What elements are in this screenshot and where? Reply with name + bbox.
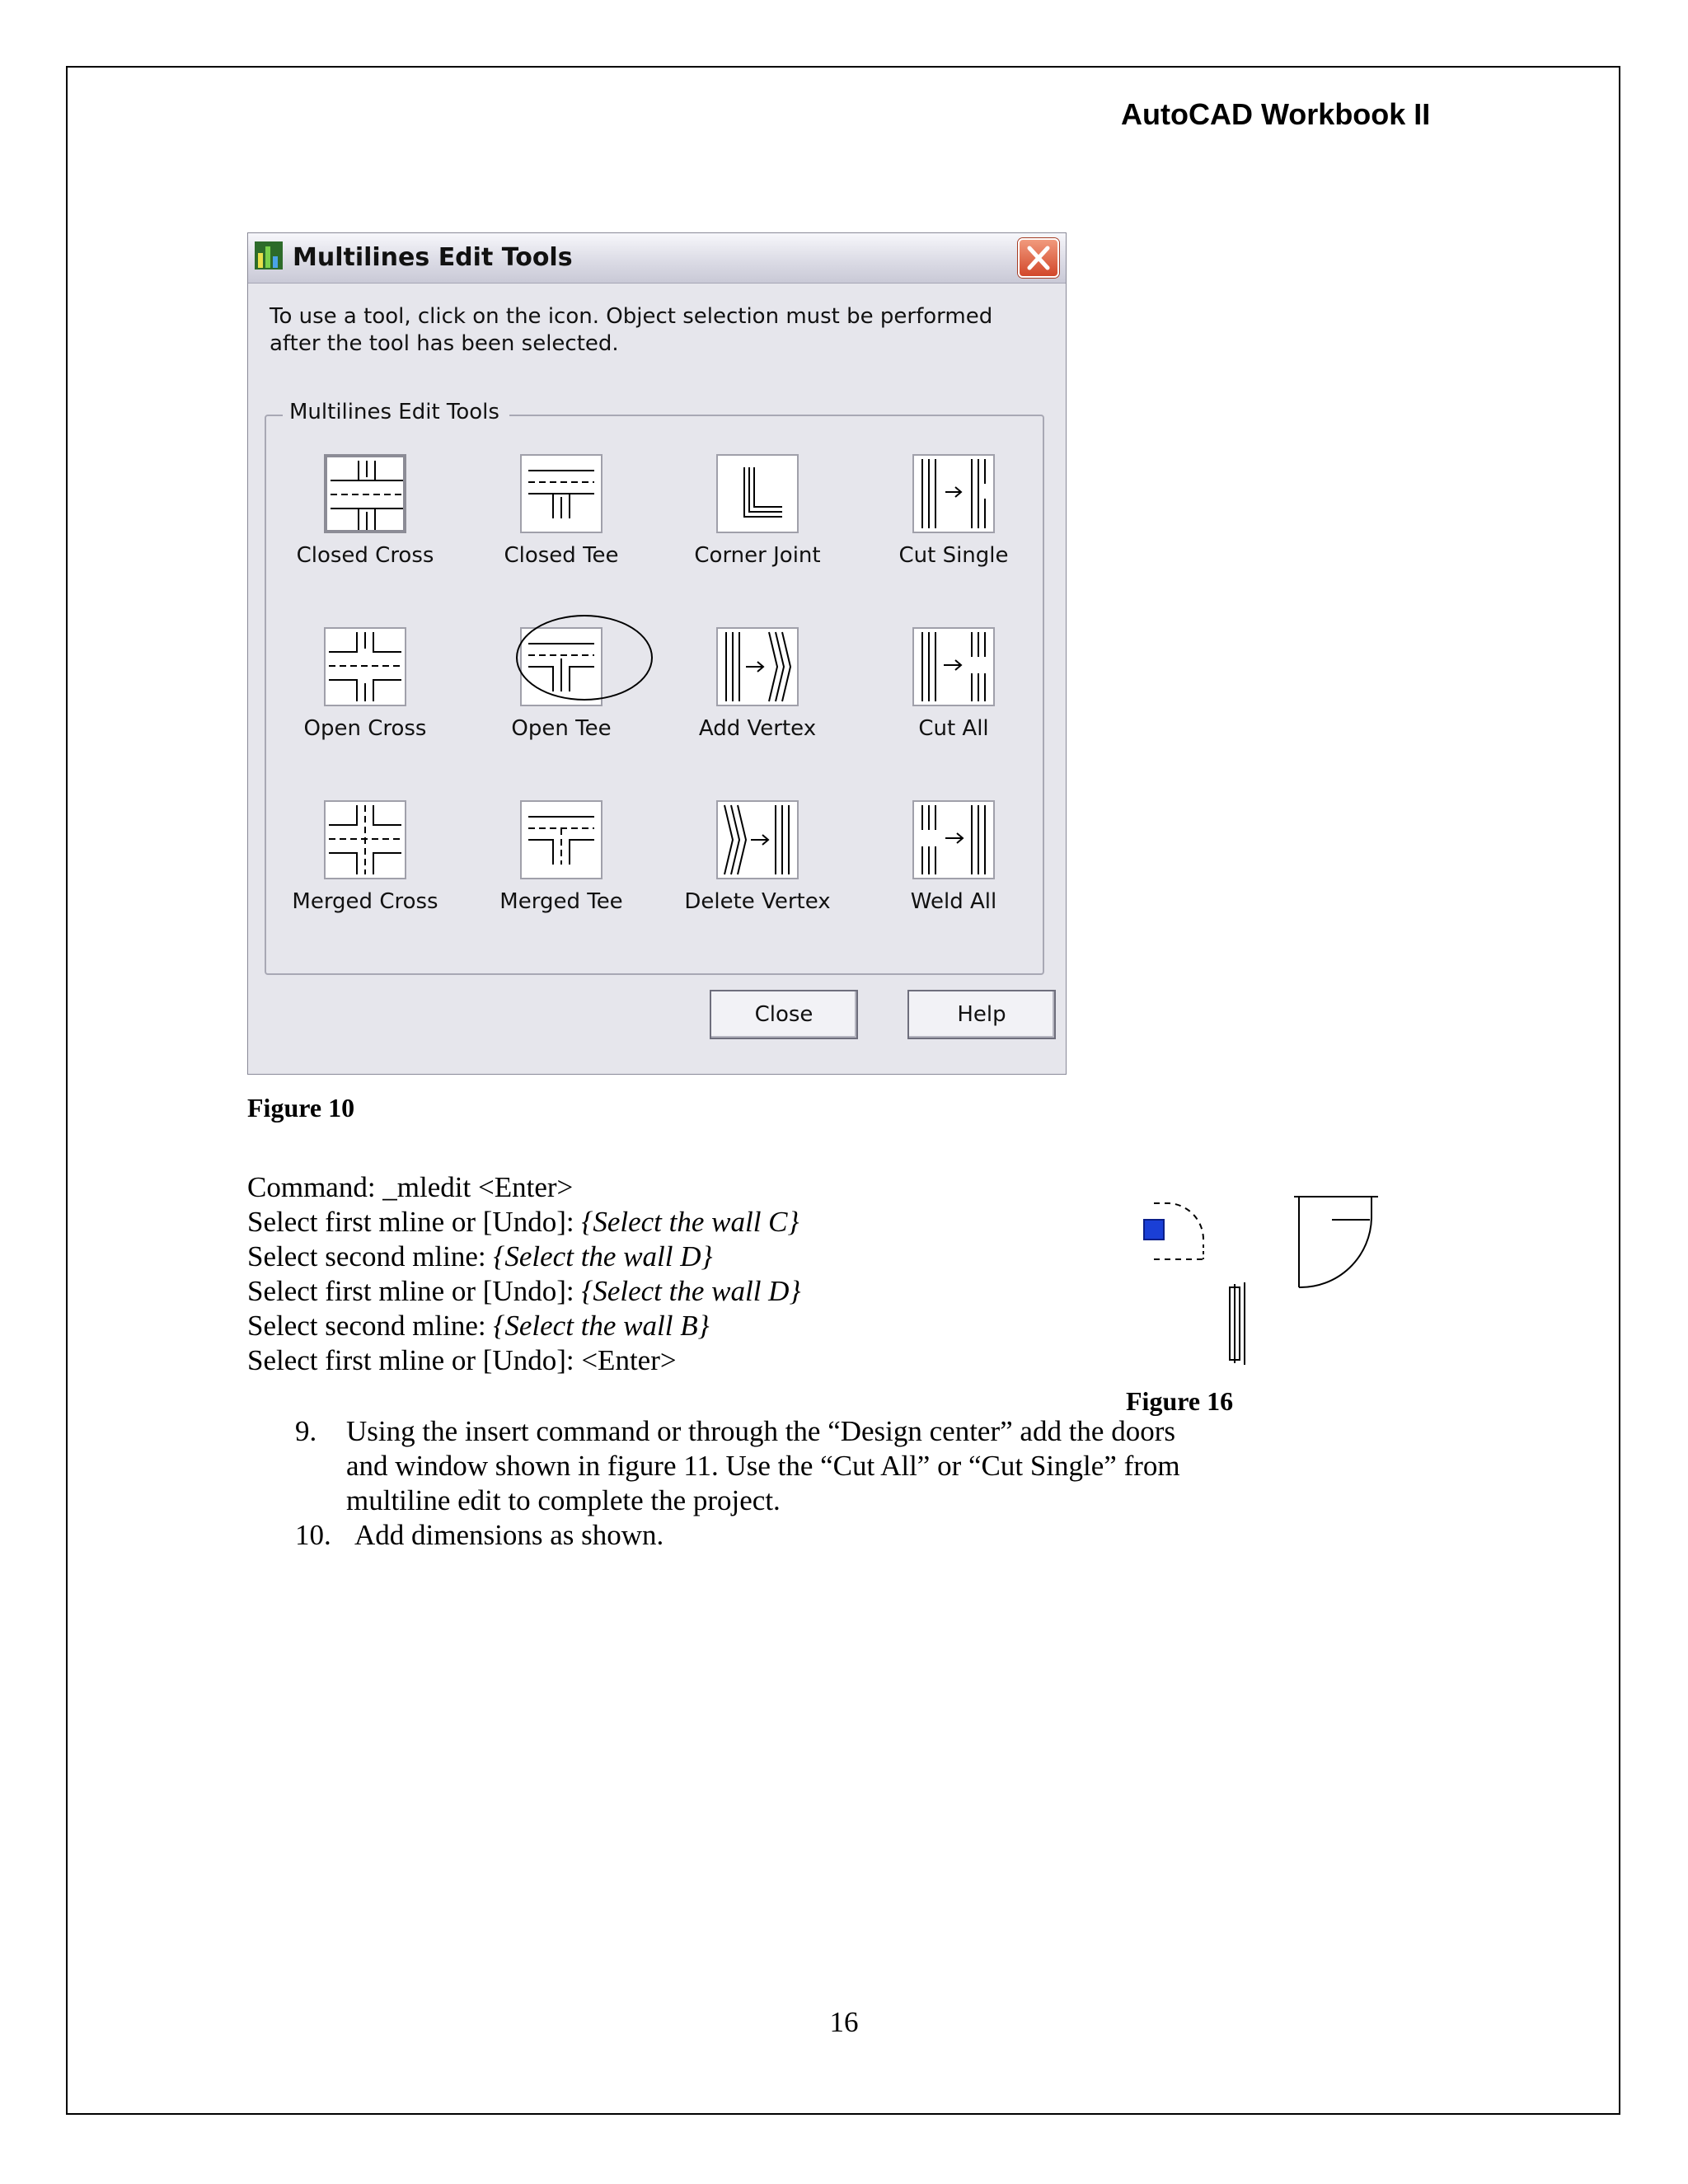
tools-group [265,400,1044,975]
window-close-button[interactable] [1018,238,1059,278]
command-block [247,1170,800,1378]
command-text: Select second mline: [247,1240,494,1272]
tool-label: Merged Cross [292,889,438,914]
tool-open-tee[interactable] [479,627,644,741]
cut-all-icon [914,629,993,705]
tool-cut-all[interactable] [871,627,1036,741]
command-line [247,1343,800,1378]
command-line [247,1240,800,1274]
tool-weld-all[interactable] [871,800,1036,914]
multilines-edit-tools-dialog [247,232,1067,1075]
command-italic: {Select the wall C} [581,1206,799,1238]
door-swing-symbol [1144,1203,1203,1259]
command-line [247,1170,800,1205]
tools-group-label: Multilines Edit Tools [283,400,509,424]
tool-label: Cut Single [898,543,1009,568]
command-line [247,1274,800,1309]
step-text: Using the insert command or through the “Design center” add the doors and window shown in figure 11. Use the “Cut All” or “Cut Single” from multiline edit to complete the project. [346,1415,1180,1516]
tool-add-vertex[interactable] [675,627,840,741]
closed-cross-button[interactable] [324,454,406,533]
tool-label: Cut All [918,716,989,741]
tool-merged-cross[interactable] [283,800,448,914]
list-item [295,1414,1193,1518]
header-title: AutoCAD Workbook II [1121,97,1431,131]
add-vertex-button[interactable] [716,627,799,706]
cut-single-icon [914,456,993,532]
command-line [247,1309,800,1343]
merged-tee-icon [522,802,601,878]
tool-label: Delete Vertex [684,889,831,914]
command-text: Select first mline or [Undo]: [247,1275,582,1307]
command-text: Select second mline: [247,1310,494,1342]
figure-16-caption: Figure 16 [1126,1386,1234,1416]
tool-label: Merged Tee [499,889,623,914]
add-vertex-icon [718,629,797,705]
tool-open-cross[interactable] [283,627,448,741]
tool-delete-vertex[interactable] [675,800,840,914]
step-number: 10. [295,1519,331,1551]
help-button[interactable]: Help [907,990,1056,1039]
dialog-instructions: To use a tool, click on the icon. Object selection must be performed after the tool has been selected. [270,304,993,356]
weld-all-button[interactable] [912,800,995,879]
closed-tee-icon [522,456,601,532]
tool-label: Closed Cross [296,543,434,568]
app-icon [255,241,283,269]
step-number: 9. [295,1415,317,1447]
blue-grip-square [1144,1220,1164,1240]
corner-joint-icon [718,456,797,532]
open-tee-wrapper [520,627,603,706]
command-text: Select first mline or [Undo]: <Enter> [247,1344,677,1376]
tool-label: Closed Tee [504,543,619,568]
corner-joint-button[interactable] [716,454,799,533]
tool-closed-cross[interactable] [283,454,448,568]
closed-tee-button[interactable] [520,454,603,533]
tool-closed-tee[interactable] [479,454,644,568]
open-tee-button[interactable] [520,627,603,706]
tool-label: Add Vertex [698,716,817,741]
figure-16-drawing [1137,1195,1385,1376]
tool-label: Open Tee [511,716,612,741]
close-button[interactable]: Close [710,990,858,1039]
steps-list [295,1414,1202,1553]
door-symbol [1294,1197,1378,1287]
delete-vertex-icon [718,802,797,878]
merged-cross-button[interactable] [324,800,406,879]
command-line [247,1205,800,1240]
command-text: Select first mline or [Undo]: [247,1206,582,1238]
command-text: Command: _mledit <Enter> [247,1171,574,1203]
tool-label: Corner Joint [694,543,821,568]
tool-cut-single[interactable] [871,454,1036,568]
page-number: 16 [829,2006,859,2038]
cut-all-button[interactable] [912,627,995,706]
list-item [295,1518,1202,1553]
dialog-title: Multilines Edit Tools [293,243,573,272]
window-symbol [1230,1282,1245,1365]
command-italic: {Select the wall D} [581,1275,801,1307]
dialog-titlebar [248,233,1066,284]
merged-tee-button[interactable] [520,800,603,879]
figure-10-caption: Figure 10 [247,1093,355,1122]
open-cross-button[interactable] [324,627,406,706]
tool-corner-joint[interactable] [675,454,840,568]
command-italic: {Select the wall D} [493,1240,713,1272]
closed-cross-icon [327,457,406,533]
open-cross-icon [326,629,405,705]
open-tee-icon [522,629,601,705]
weld-all-icon [914,802,993,878]
close-icon [1020,240,1057,276]
tool-label: Open Cross [303,716,427,741]
merged-cross-icon [326,802,405,878]
cut-single-button[interactable] [912,454,995,533]
step-text: Add dimensions as shown. [354,1519,664,1551]
delete-vertex-button[interactable] [716,800,799,879]
tool-merged-tee[interactable] [479,800,644,914]
tool-label: Weld All [910,889,997,914]
command-italic: {Select the wall B} [493,1310,710,1342]
